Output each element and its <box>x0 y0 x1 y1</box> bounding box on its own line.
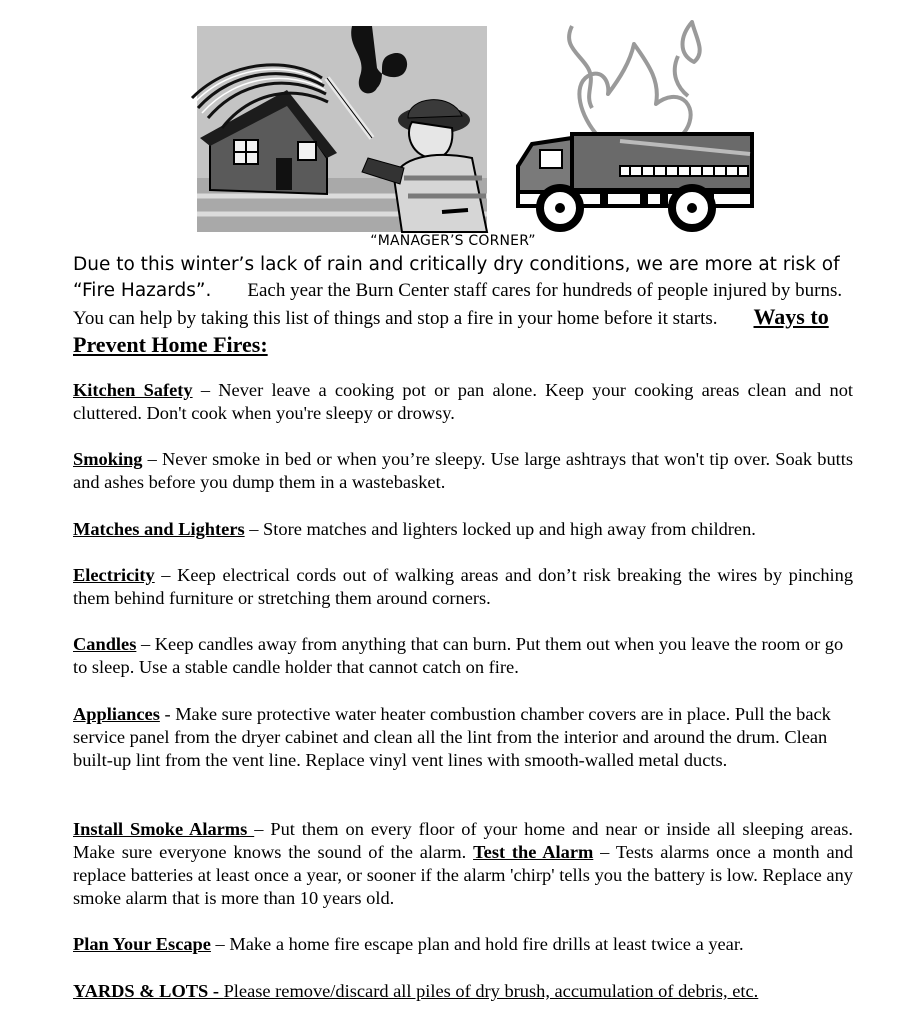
tip-yards-lots <box>73 980 853 1003</box>
tip-subtitle: Test the Alarm <box>473 842 594 862</box>
intro-body-text: Each year the Burn Center staff cares for hundreds of people injured by burns. You can help by taking this list of things and stop a fire in your home before it starts. <box>73 280 843 329</box>
tip-separator: – <box>154 565 178 585</box>
tip-smoke-alarms <box>73 818 853 910</box>
intro-paragraph <box>73 252 853 360</box>
tip-title: Install Smoke Alarms <box>73 819 255 839</box>
tip-kitchen-safety <box>73 379 853 425</box>
section-caption: “MANAGER’S CORNER” <box>370 233 536 249</box>
tip-title: Candles <box>73 634 137 654</box>
tip-separator: – <box>254 819 271 839</box>
tip-text: Make a home fire escape plan and hold fire drills at least twice a year. <box>229 934 744 954</box>
tip-separator: – <box>244 519 264 539</box>
tip-separator: – <box>136 634 155 654</box>
tip-separator: – <box>192 380 219 400</box>
tip-smoking <box>73 448 853 494</box>
tip-subtext: Tests alarms once a month and replace batteries at least once a year, or sooner if the alarm 'chirp' tells you the battery is low. Replace any smoke alarm that is more than 10 years old. <box>73 842 853 908</box>
section-heading: Ways to Prevent Home Fires: <box>73 304 829 357</box>
tip-candles <box>73 633 853 679</box>
tip-title: Kitchen Safety <box>73 380 193 400</box>
tip-electricity <box>73 564 853 610</box>
intro-lead-text: Due to this winter’s lack of rain and critically dry conditions, we are more at risk of “Fire Hazards”. <box>73 254 840 301</box>
tip-matches-lighters <box>73 518 853 541</box>
tip-text: Please remove/discard all piles of dry brush, accumulation of debris, etc. <box>223 981 759 1001</box>
tip-appliances <box>73 703 853 772</box>
tip-title: YARDS & LOTS - <box>73 981 224 1001</box>
firefighter-house-clipart <box>172 18 490 236</box>
tip-title: Smoking <box>73 449 143 469</box>
tip-text: Never leave a cooking pot or pan alone. Keep your cooking areas clean and not cluttered. Don't cook when you're sleepy or drowsy. <box>73 380 853 423</box>
tip-text: Never smoke in bed or when you’re sleepy. Use large ashtrays that won't tip over. Soak butts and ashes before you dump them in a wastebasket. <box>73 449 854 492</box>
tip-separator: – <box>142 449 163 469</box>
tip-text: Put them on every floor of your home and near or inside all sleeping areas. Make sure everyone knows the sound of the alarm. <box>73 819 853 862</box>
tip-title: Appliances <box>73 704 160 724</box>
tip-text: Keep electrical cords out of walking areas and don’t risk breaking the wires by pinching them behind furniture or stretching them around corners. <box>73 565 854 608</box>
tip-text: Make sure protective water heater combustion chamber covers are in place. Pull the back service panel from the dryer cabinet and clean all the lint from the interior and around the drum. Clean built-up lint from the vent line. Replace vinyl vent lines with smooth-walled metal ducts. <box>73 704 831 770</box>
tip-separator: - <box>159 704 176 724</box>
tip-separator: – <box>593 842 616 862</box>
tip-escape-plan <box>73 933 853 956</box>
tip-title: Plan Your Escape <box>73 934 211 954</box>
tip-text: Keep candles away from anything that can burn. Put them out when you leave the room or go to sleep. Use a stable candle holder that cannot catch on fire. <box>73 634 844 677</box>
tip-title: Electricity <box>73 565 155 585</box>
tip-text: Store matches and lighters locked up and high away from children. <box>263 519 756 539</box>
tip-title: Matches and Lighters <box>73 519 245 539</box>
tip-separator: – <box>210 934 230 954</box>
fire-truck-clipart <box>510 16 760 236</box>
